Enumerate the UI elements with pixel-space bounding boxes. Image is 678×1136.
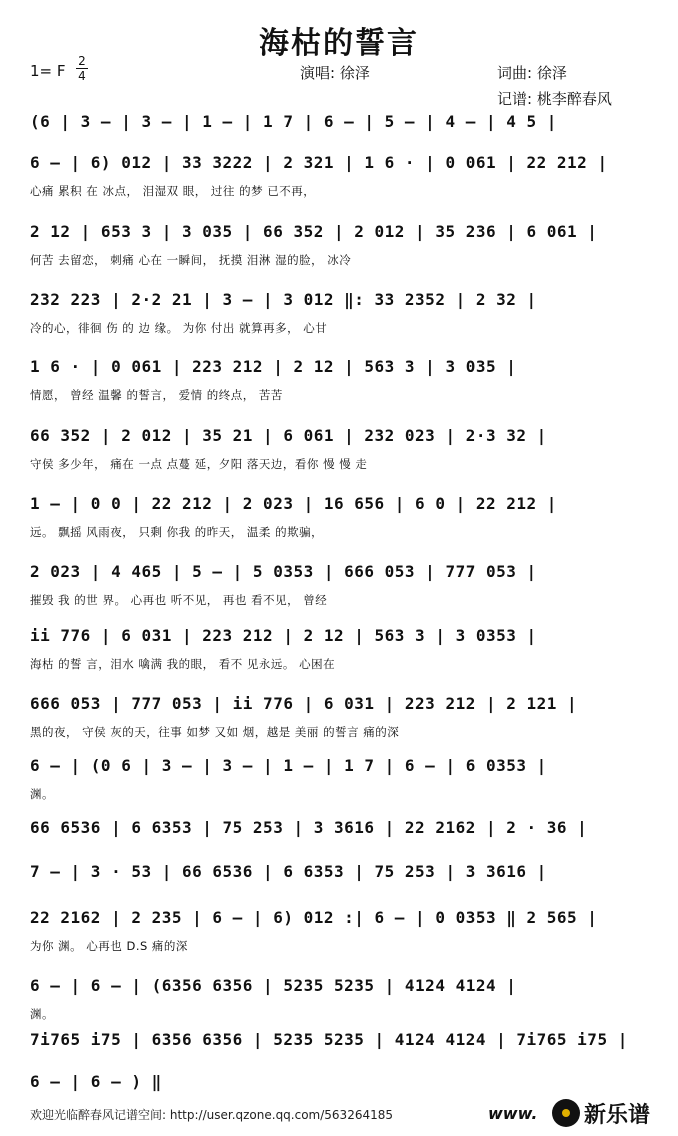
score-lyrics: 心痛 累积 在 冰点， 泪湿双 眼， 过往 的梦 已不再， bbox=[30, 184, 316, 198]
score-row bbox=[0, 694, 678, 746]
score-row bbox=[0, 626, 678, 678]
score-row bbox=[0, 976, 678, 1028]
score-notes: 2 12 | 653 3 | 3 035 | 66 352 | 2 012 | 35 236 | 6 061 | bbox=[30, 222, 598, 241]
score-lyrics: 守侯 多少年， 痛在 一点 点蔓 延，夕阳 落天边，看你 慢 慢 走 bbox=[30, 457, 368, 471]
footer-text: 欢迎光临醉春风记谱空间: http://user.qzone.qq.com/563264185 bbox=[30, 1108, 394, 1122]
score-row bbox=[0, 562, 678, 614]
score-lyrics: 渊。 bbox=[30, 787, 54, 801]
score-lyrics: 冷的心，徘徊 伤 的 边 缘。 为你 付出 就算再多， 心甘 bbox=[30, 321, 328, 335]
score-lyrics: 远。 飘摇 风雨夜， 只剩 你我 的昨天， 温柔 的欺骗， bbox=[30, 525, 324, 539]
score-notes: ii 776 | 6 031 | 223 212 | 2 12 | 563 3 | 3 0353 | bbox=[30, 626, 537, 645]
brand-logo bbox=[552, 1096, 672, 1130]
score-lyrics: 情愿， 曾经 温馨 的誓言， 爱情 的终点， 苦苦 bbox=[30, 388, 283, 402]
notator-credit: 记谱: 桃李醉春风 bbox=[497, 90, 612, 108]
score-row bbox=[0, 494, 678, 546]
disc-icon bbox=[552, 1099, 580, 1127]
score-lyrics: 为你 渊。 心再也 D.S 痛的深 bbox=[30, 939, 188, 953]
score-notes: 232 223 | 2·2 21 | 3 – | 3 012 ‖: 33 2352 | 2 32 | bbox=[30, 290, 537, 309]
footer-www: www. bbox=[488, 1104, 538, 1123]
score-notes: 66 6536 | 6 6353 | 75 253 | 3 3616 | 22 2162 | 2 · 36 | bbox=[30, 818, 588, 837]
score-notes: (6 | 3 – | 3 – | 1 – | 1 7 | 6 – | 5 – | 4 – | 4 5 | bbox=[30, 112, 557, 131]
score-notes: 6 – | 6) 012 | 33 3222 | 2 321 | 1 6 · | 0 061 | 22 212 | bbox=[30, 153, 608, 172]
score-row bbox=[0, 357, 678, 409]
time-signature bbox=[76, 55, 88, 82]
time-signature-bottom: 4 bbox=[78, 69, 86, 83]
score-row bbox=[0, 862, 678, 914]
writer-credit: 词曲: 徐泽 bbox=[497, 64, 567, 82]
score-row bbox=[0, 908, 678, 960]
key-signature: 1= F bbox=[30, 62, 66, 80]
score-notes: 2 023 | 4 465 | 5 – | 5 0353 | 666 053 | 777 053 | bbox=[30, 562, 537, 581]
score-row bbox=[0, 222, 678, 274]
score-notes: 7i765 i75 | 6356 6356 | 5235 5235 | 4124 4124 | 7i765 i75 | bbox=[30, 1030, 628, 1049]
score-row bbox=[0, 153, 678, 205]
score-row bbox=[0, 756, 678, 808]
score-notes: 22 2162 | 2 235 | 6 – | 6) 012 :| 6 – | 0 0353 ‖ 2 565 | bbox=[30, 908, 598, 927]
score-notes: 66 352 | 2 012 | 35 21 | 6 061 | 232 023 | 2·3 32 | bbox=[30, 426, 547, 445]
score-lyrics: 海枯 的誓 言，泪水 噙满 我的眼， 看不 见永远。 心困在 bbox=[30, 657, 336, 671]
score-lyrics: 黑的夜， 守侯 灰的天，往事 如梦 又如 烟，越是 美丽 的誓言 痛的深 bbox=[30, 725, 400, 739]
score-notes: 7 – | 3 · 53 | 66 6536 | 6 6353 | 75 253 | 3 3616 | bbox=[30, 862, 547, 881]
time-signature-top: 2 bbox=[78, 54, 86, 68]
score-lyrics: 渊。 bbox=[30, 1007, 54, 1021]
brand-name: 新乐谱 bbox=[584, 1102, 651, 1128]
score-row bbox=[0, 290, 678, 342]
score-notes: 1 – | 0 0 | 22 212 | 2 023 | 16 656 | 6 0 | 22 212 | bbox=[30, 494, 557, 513]
song-title: 海枯的誓言 bbox=[259, 26, 419, 61]
score-notes: 1 6 · | 0 061 | 223 212 | 2 12 | 563 3 | 3 035 | bbox=[30, 357, 517, 376]
score-lyrics: 摧毁 我 的世 界。 心再也 听不见， 再也 看不见， 曾经 bbox=[30, 593, 328, 607]
score-row bbox=[0, 426, 678, 478]
singer-credit: 演唱: 徐泽 bbox=[300, 64, 370, 82]
score-notes: 6 – | 6 – ) ‖ bbox=[30, 1072, 162, 1091]
score-notes: 6 – | 6 – | (6356 6356 | 5235 5235 | 4124 4124 | bbox=[30, 976, 517, 995]
score-notes: 6 – | (0 6 | 3 – | 3 – | 1 – | 1 7 | 6 – | 6 0353 | bbox=[30, 756, 547, 775]
score-lyrics: 何苦 去留恋， 刺痛 心在 一瞬间， 抚摸 泪淋 湿的脸， 冰冷 bbox=[30, 253, 352, 267]
score-notes: 666 053 | 777 053 | ii 776 | 6 031 | 223 212 | 2 121 | bbox=[30, 694, 578, 713]
